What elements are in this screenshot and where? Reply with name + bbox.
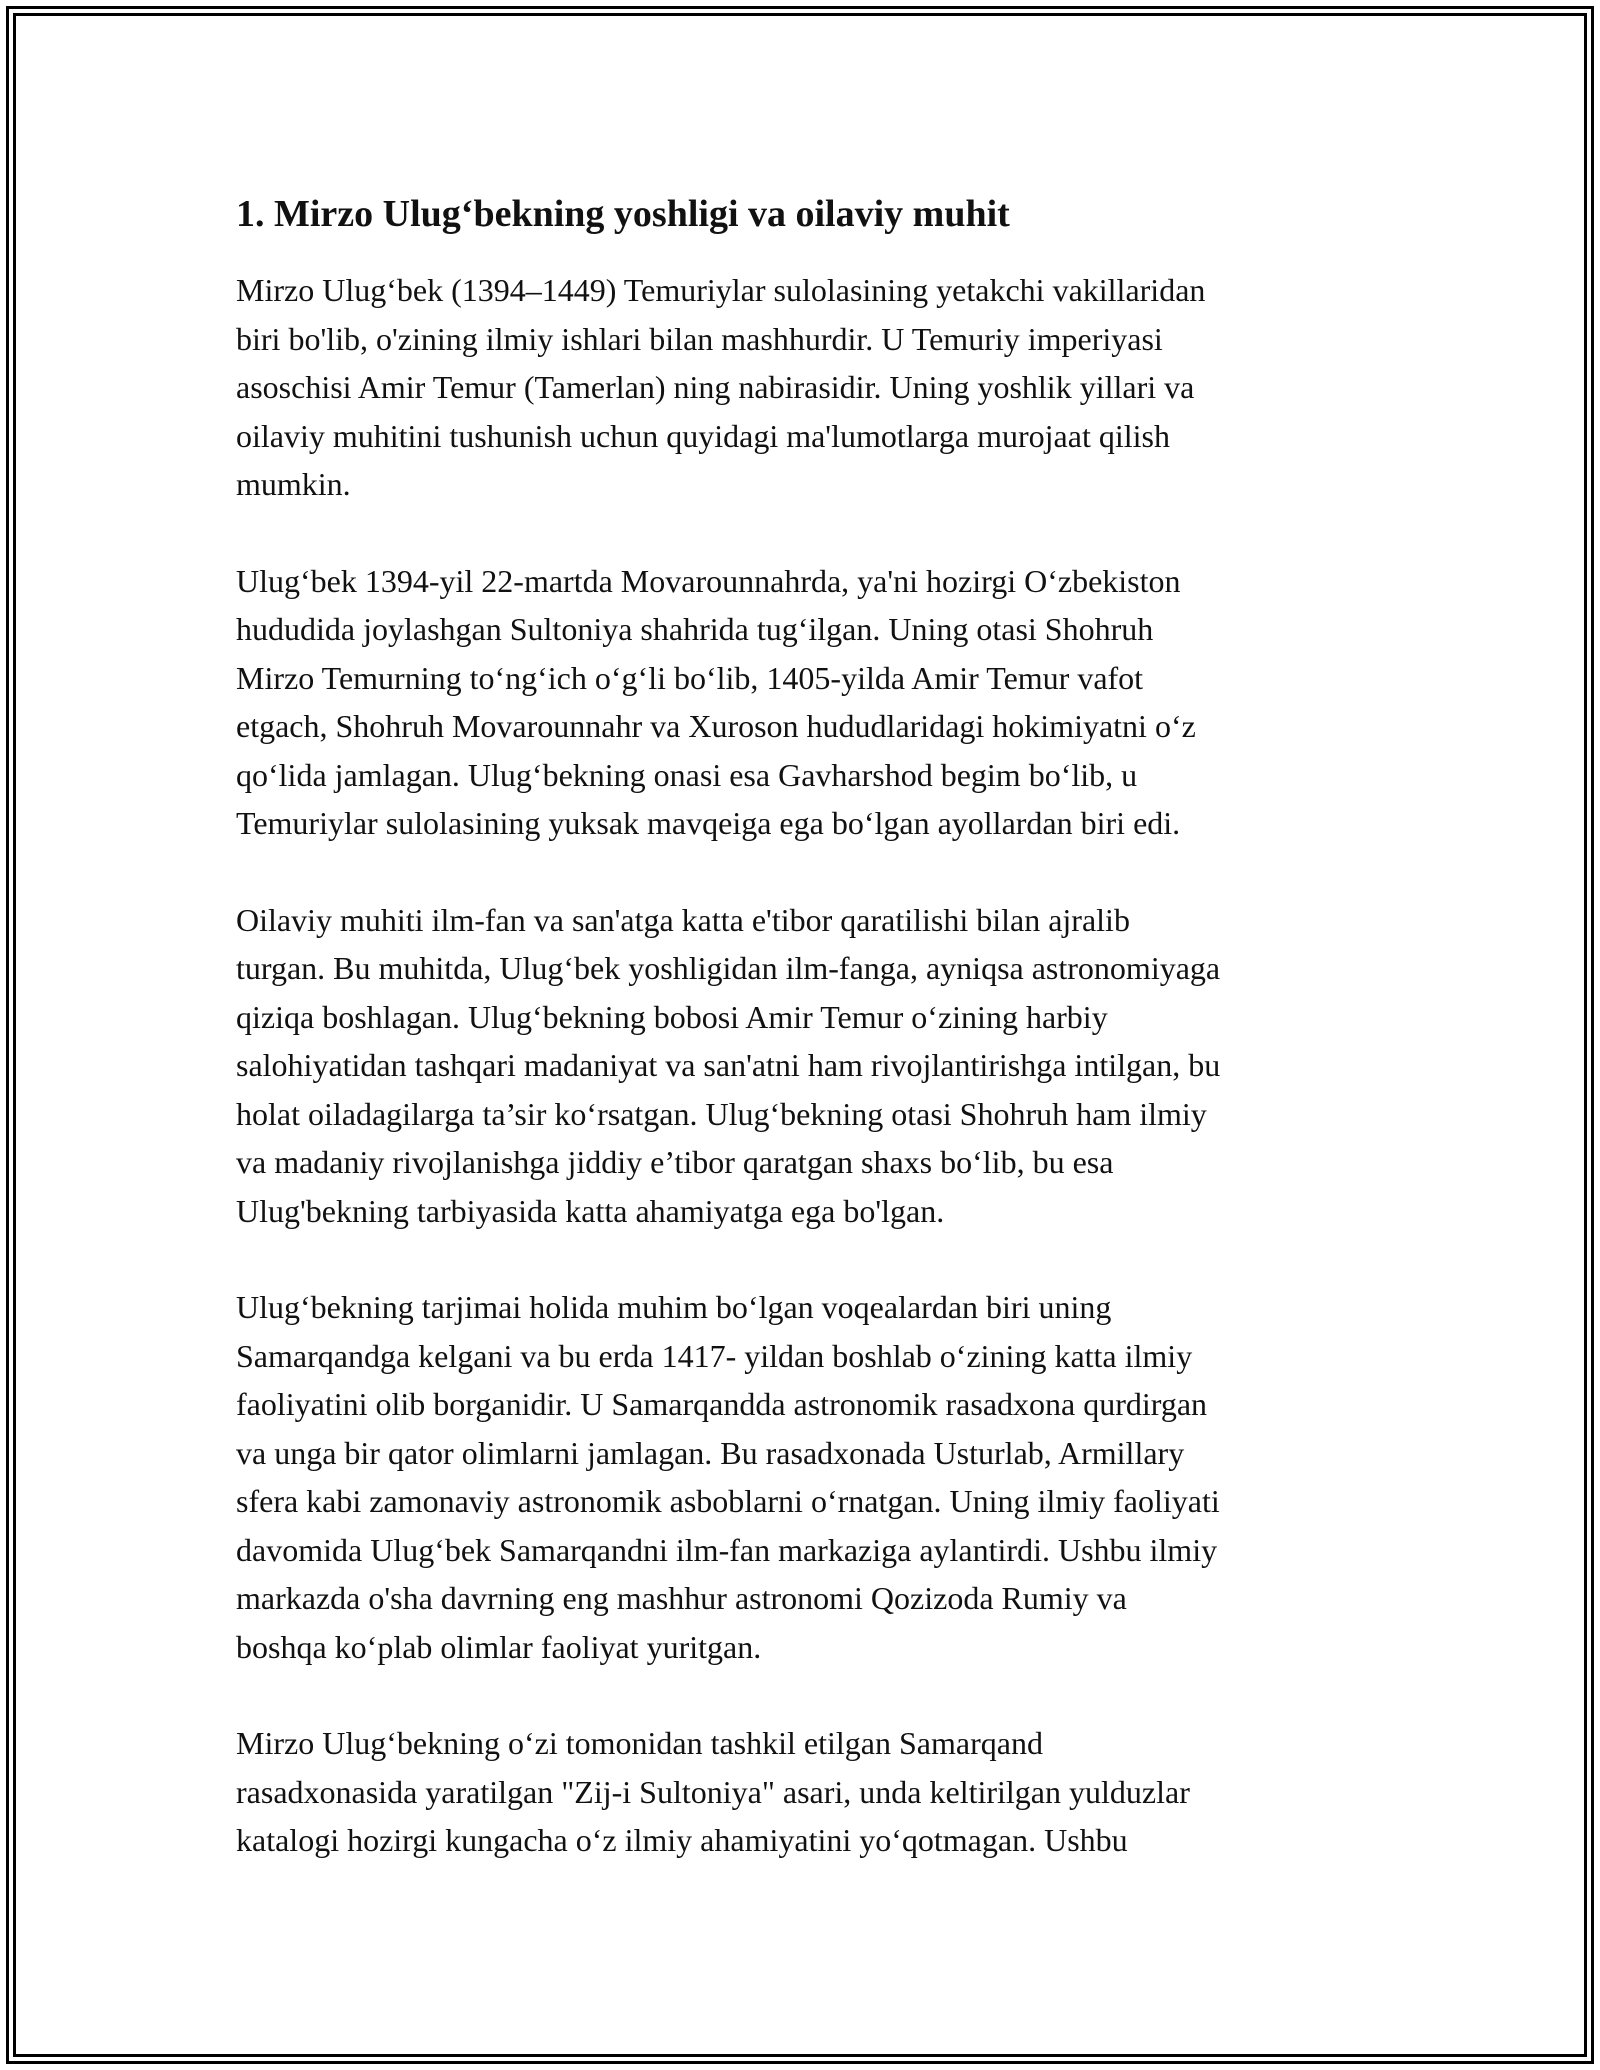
section-heading: 1. Mirzo Ulug‘bekning yoshligi va oilaviy muhit	[236, 193, 1010, 235]
paragraph-family-environment: Oilaviy muhiti ilm-fan va san'atga katta e'tibor qaratilishi bilan ajralib turgan. Bu muhitda, Ulug‘bek yoshligidan ilm-fanga, ayniqsa astronomiyaga qiziqa boshlagan. Ulug‘bekning bobosi Amir Temur o‘zining harbiy salohiyatidan tashqari madaniyat va san'atni ham rivojlantirishga intilgan, bu holat oiladagilarga ta’sir ko‘rsatgan. Ulug‘bekning otasi Shohruh ham ilmiy va madaniy rivojlanishga jiddiy e’tibor qaratgan shaxs bo‘lib, bu esa Ulug'bekning tarbiyasida katta ahamiyatga ega bo'lgan.	[236, 901, 1221, 1229]
paragraph-birth-family: Ulug‘bek 1394-yil 22-martda Movarounnahrda, ya'ni hozirgi O‘zbekiston hududida joylashgan Sultoniya shahrida tug‘ilgan. Uning otasi Shohruh Mirzo Temurning to‘ng‘ich o‘g‘li bo‘lib, 1405-yilda Amir Temur vafot etgach, Shohruh Movarounnahr va Xuroson hududlaridagi hokimiyatni o‘z qo‘lida jamlagan. Ulug‘bekning onasi esa Gavharshod begim bo‘lib, u Temuriylar sulolasining yuksak mavqeiga ega bo‘lgan ayollardan biri edi.	[236, 562, 1196, 841]
paragraph-samarkand-activity: Ulug‘bekning tarjimai holida muhim bo‘lgan voqealardan biri uning Samarqandga kelgani va bu erda 1417- yildan boshlab o‘zining katta ilmiy faoliyatini olib borganidir. U Samarqandda astronomik rasadxona qurdirgan va unga bir qator olimlarni jamlagan. Bu rasadxonada Usturlab, Armillary sfera kabi zamonaviy astronomik asboblarni o‘rnatgan. Uning ilmiy faoliyati davomida Ulug‘bek Samarqandni ilm-fan markaziga aylantirdi. Ushbu ilmiy markazda o'sha davrning eng mashhur astronomi Qozizoda Rumiy va boshqa ko‘plab olimlar faoliyat yuritgan.	[236, 1289, 1220, 1665]
paragraph-intro: Mirzo Ulug‘bek (1394–1449) Temuriylar sulolasining yetakchi vakillaridan biri bo'lib, o'zining ilmiy ishlari bilan mashhurdir. U Temuriy imperiyasi asoschisi Amir Temur (Tamerlan) ning nabirasidir. Uning yoshlik yillari va oilaviy muhitini tushunish uchun quyidagi ma'lumotlarga murojaat qilish mumkin.	[236, 272, 1206, 502]
document-body	[236, 186, 1366, 1913]
paragraph-zij-sultoniya: Mirzo Ulug‘bekning o‘zi tomonidan tashkil etilgan Samarqand rasadxonasida yaratilgan "Zij-i Sultoniya" asari, unda keltirilgan yulduzlar katalogi hozirgi kungacha o‘z ilmiy ahamiyatini yo‘qotmagan. Ushbu	[236, 1725, 1190, 1858]
